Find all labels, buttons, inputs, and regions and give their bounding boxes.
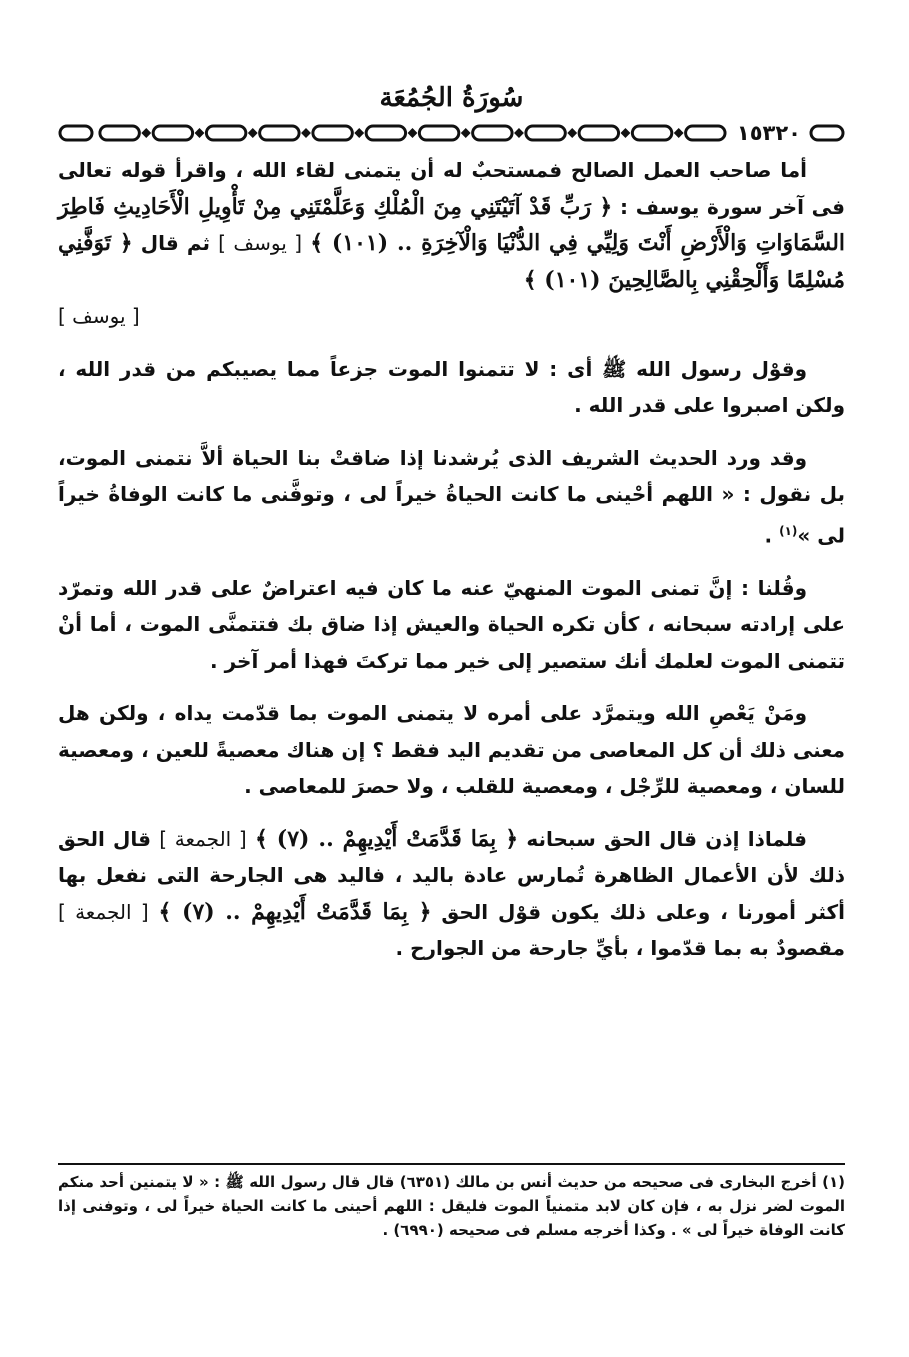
ornament-end-icon <box>809 123 845 143</box>
ornament-diamond-icon <box>567 128 577 138</box>
text-line: ثم قال <box>140 231 211 255</box>
surah-reference: [ يوسف ] <box>218 231 303 255</box>
ornament-end-icon <box>58 123 94 143</box>
page-number: ١٥٣٢٠ <box>736 121 801 145</box>
ornament-oval-icon <box>579 126 618 140</box>
surah-title: سُورَةُ الجُمُعَة <box>379 83 524 113</box>
text-line: فى آخر سورة يوسف : <box>620 194 846 219</box>
ornament-diamond-icon <box>461 128 471 138</box>
footnote <box>58 1170 845 1242</box>
ornament-oval-icon <box>473 126 512 140</box>
ornament-chain-icon <box>94 120 735 146</box>
ornament-diamond-icon <box>621 128 631 138</box>
text-line: بل نقول : « اللهم أحْينى ما كانت الحياةُ خيراً لى ، وتوفَّنى ما كانت الوفاةُ خيراً <box>58 482 845 506</box>
text-line: وقوْل رسول الله ﷺ أى : لا تتمنوا الموت جزعاً مما يصيبكم من قدر الله ، <box>58 356 807 381</box>
footnote-marker: (١) <box>779 523 798 538</box>
paragraph <box>58 821 845 967</box>
footnote-text: (١) أخرج البخارى فى صحيحه من حديث أنس بن مالك (٦٣٥١) قال قال رسول الله ﷺ : « لا يتمنين أحد منكم الموت لضر نزل به ، فإن كان لابد متمنياً الموت فليقل : اللهم أحينى ما كانت الحياة خيراً لى ، وتوفنى إذا كانت الوفاة خيراً لى » . وكذا أخرجه مسلم فى صحيحه (٦٩٩٠) . <box>58 1173 845 1239</box>
ornament-oval-icon <box>419 126 458 140</box>
quran-verse: ﴿ بِمَا قَدَّمَتْ أَيْدِيهِمْ .. (٧) ﴾ <box>158 898 432 925</box>
paragraph <box>58 152 845 298</box>
ornament-diamond-icon <box>354 128 364 138</box>
paragraph: وقد ورد الحديث الشريف الذى يُرشدنا إذا ضاقتْ بنا الحياة ألاَّ نتمنى الموت، بل نقول : « اللهم أحْينى ما كانت الحياةُ خيراً لى ، وتوفَّنى ما كانت الوفاةُ خيراً لى »$^{(١)}$ . <box>58 445 845 548</box>
ornament-diamond-icon <box>514 128 524 138</box>
paragraph: ومَنْ يَعْصِ الله ويتمرَّد على أمره لا يتمنى الموت بما قدّمت يداه ، ولكن هل معنى ذلك أن كل المعاصى من تقديم اليد فقط ؟ إن هناك معصيةً للعين ، ومعصية للسان ، ومعصية للرِّجْل ، ومعصية للقلب ، ولا حصرَ للمعاصى . <box>58 701 845 799</box>
surah-reference: [ الجمعة ] <box>159 826 247 851</box>
quran-verse: ﴿ رَبِّ قَدْ آتَيْتَنِي مِنَ الْمُلْكِ وَعَلَّمْتَنِي مِنْ تَأْوِيلِ الْأَحَادِيثِ فَاطِرَ السَّمَاوَاتِ وَالْأَرْضِ أَنْتَ وَلِيِّي فِي الدُّنْيَا وَالْآخِرَةِ .. (١٠١) ﴾ <box>58 193 846 256</box>
ornament-diamond-icon <box>301 128 311 138</box>
ornament-oval-icon <box>206 126 245 140</box>
header-ornament-band <box>58 120 845 146</box>
ornament-oval-icon <box>153 126 192 140</box>
ornament-oval-icon <box>686 126 725 140</box>
paragraph <box>58 351 845 424</box>
ornament-oval-icon <box>526 126 565 140</box>
text-line: لى » <box>797 523 845 548</box>
ornament-oval-icon <box>632 126 671 140</box>
ornament-diamond-icon <box>674 128 684 138</box>
ornament-diamond-icon <box>141 128 151 138</box>
text-line: وقد ورد الحديث الشريف الذى يُرشدنا إذا ضاقتْ بنا الحياة ألاَّ نتمنى الموت، <box>58 445 807 470</box>
text-line: فلماذا إذن قال الحق سبحانه <box>526 826 808 851</box>
surah-reference: [ الجمعة ] <box>58 899 149 924</box>
quran-verse: ﴿ بِمَا قَدَّمَتْ أَيْدِيهِمْ .. (٧) ﴾ <box>254 825 519 852</box>
ornament-diamond-icon <box>248 128 258 138</box>
ornament-diamond-icon <box>195 128 205 138</box>
book-page <box>58 0 845 1357</box>
footnote-divider <box>58 1163 845 1165</box>
text-line: ولكن اصبروا على قدر الله . <box>574 393 845 417</box>
ornament-oval-icon <box>366 126 405 140</box>
main-text <box>58 152 845 967</box>
text-line: قال الحق ذلك لأن الأعمال الظاهرة تُمارس عادة باليد ، فاليد هى الجارحة التى نفعل بها أكثر أمورنا ، وعلى ذلك يكون قوْل الحق <box>58 826 845 924</box>
text-line: أما صاحب العمل الصالح فمستحبٌ له أن يتمنى لقاء الله ، واقرأ قوله تعالى <box>58 158 807 182</box>
ornament-diamond-icon <box>408 128 418 138</box>
ornament-oval-icon <box>313 126 352 140</box>
text-line: مقصودٌ به بما قدّموا ، بأيِّ جارحة من الجوارح . <box>395 936 845 961</box>
paragraph <box>58 298 845 335</box>
quran-verse: ﴿ تَوَفَّنِي مُسْلِمًا وَأَلْحِقْنِي بِالصَّالِحِينَ (١٠١) ﴾ <box>58 230 845 293</box>
paragraph: وقُلنا : إنَّ تمنى الموت المنهيّ عنه ما كان فيه اعتراضٌ على قدر الله وتمرّد على إرادته سبحانه ، كأن تكره الحياة والعيش إذا ضاق بك فتتمنَّى الموت ، أما أنْ تتمنى الموت لعلمك أنك ستصير إلى خير مما تركتَ فهذا أمر آخر . <box>58 575 845 673</box>
surah-reference: [ يوسف ] <box>58 304 140 328</box>
ornament-oval-icon <box>100 126 139 140</box>
ornament-oval-icon <box>260 126 299 140</box>
